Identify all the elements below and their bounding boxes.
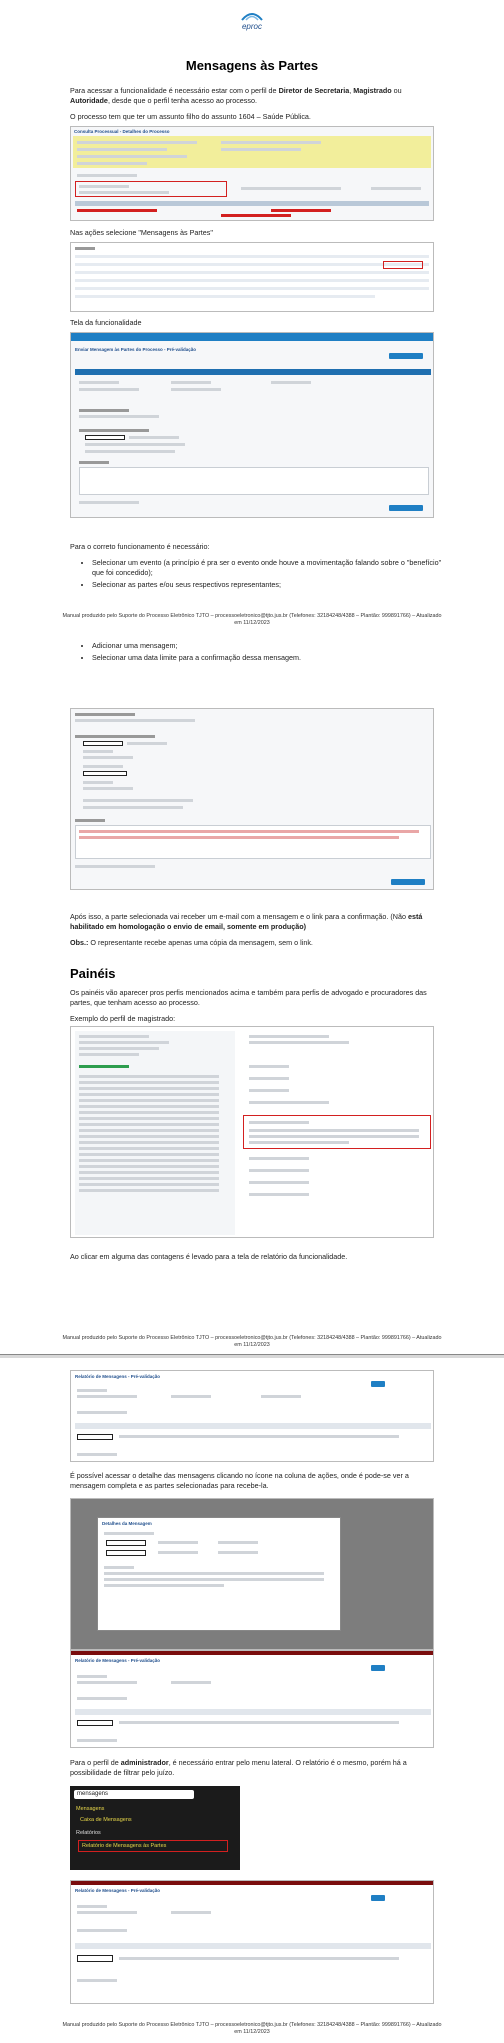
panels-example-text: Exemplo do perfil de magistrado: (70, 1014, 176, 1023)
menu-item-caixa[interactable]: Caixa de Mensagens (80, 1817, 132, 1823)
after-paragraph: Após isso, a parte selecionada vai receber um e-mail com a mensagem e o link para a confirmação. (Não está habilitado em homologação o envio de email, somente em produção) (70, 912, 423, 931)
requirements-lead: Para o correto funcionamento é necessário: (70, 542, 210, 551)
panels-title: Painéis (70, 966, 116, 981)
panels-click-text: Ao clicar em alguma das contagens é levado para a tela de relatório da funcionalidade. (70, 1252, 348, 1261)
screenshot-enviar-mensagem (70, 332, 434, 518)
admin-paragraph: Para o perfil de administrador, é necessário entrar pelo menu lateral. O relatório é o mesmo, porém há a possibilidade de filtrar pelo juízo. (70, 1758, 407, 1777)
page-title: Mensagens às Partes (185, 58, 319, 73)
intro-paragraph: Para acessar a funcionalidade é necessário estar com o perfil de Diretor de Secretaria, Magistrado ou Autoridade, desde que o perfil tenha acesso ao processo. (70, 86, 402, 105)
logo-text: eproc (241, 22, 262, 31)
intro-subject-paragraph: O processo tem que ter um assunto filho do assunto 1604 – Saúde Pública. (70, 112, 311, 121)
modal-title: Detalhes da Mensagem (102, 1521, 152, 1526)
list-item: • Adicionar uma mensagem; (92, 641, 442, 651)
list-item: • Selecionar uma data limite para a confirmação dessa mensagem. (92, 653, 442, 663)
page-footer: Manual produzido pelo Suporte do Processo Eletrônico TJTO – processoeletronico@tjto.jus.br (Telefones: 32184248/4388 – Plantão: 999891766) – Atualizado em 11/12/2023 (62, 1335, 442, 1348)
screenshot-detalhes-mensagem (70, 1498, 434, 1650)
screen-title: Relatório de Mensagens - Pré-validação (75, 1658, 161, 1663)
screen-title: Enviar Mensagem às Partes do Processo - Pré-validação (75, 347, 197, 352)
screen-title: Consulta Processual - Detalhes do Processo (74, 129, 170, 134)
menu-item-relatorios[interactable]: Relatórios (76, 1830, 101, 1836)
page-2 (0, 1358, 504, 2043)
list-item: • Selecionar um evento (a princípio é pra ser o evento onde houve a movimentação falando sobre o "benefício" que foi concedido); (92, 558, 442, 578)
screenshot-consulta-processual (70, 126, 434, 221)
obs-paragraph: Obs.: O representante recebe apenas uma cópia da mensagem, sem o link. (70, 938, 313, 947)
requirements-list (92, 558, 442, 592)
requirements-list-continued (92, 641, 442, 665)
list-item: • Selecionar as partes e/ou seus respectivos representantes; (92, 580, 442, 590)
screenshot-menu-lateral (70, 1786, 240, 1870)
screenshot-relatorio-admin (70, 1880, 434, 2004)
step-screen-text: Tela da funcionalidade (70, 318, 142, 327)
menu-item-mensagens[interactable]: Mensagens (76, 1806, 105, 1812)
screen-title: Relatório de Mensagens - Pré-validação (75, 1888, 161, 1893)
page-footer: Manual produzido pelo Suporte do Processo Eletrônico TJTO – processoeletronico@tjto.jus.br (Telefones: 32184248/4388 – Plantão: 999891766) – Atualizado em 11/12/2023 (62, 2022, 442, 2035)
menu-search-input[interactable]: mensagens (74, 1790, 194, 1799)
step-actions-text: Nas ações selecione "Mensagens às Partes" (70, 228, 213, 237)
detail-paragraph: É possível acessar o detalhe das mensagens clicando no ícone na coluna de ações, onde é pode-se ver a mensagem completa e as partes selecionadas para recebe-la. (70, 1471, 409, 1490)
screenshot-relatorio-2 (70, 1650, 434, 1748)
screenshot-paineis (70, 1026, 434, 1238)
eproc-logo-icon (232, 6, 272, 36)
screen-title: Relatório de Mensagens - Pré-validação (75, 1374, 161, 1379)
menu-item-relatorio-mensagens[interactable]: Relatório de Mensagens às Partes (78, 1840, 228, 1852)
page-footer: Manual produzido pelo Suporte do Processo Eletrônico TJTO – processoeletronico@tjto.jus.br (Telefones: 32184248/4388 – Plantão: 999891766) – Atualizado em 11/12/2023 (62, 613, 442, 626)
panels-paragraph: Os painéis vão aparecer pros perfis mencionados acima e também para perfis de advogado e procuradores das partes, que tenham acesso ao processo. (70, 988, 427, 1007)
screenshot-acoes (70, 242, 434, 312)
screenshot-selecionar-partes (70, 708, 434, 890)
screenshot-relatorio (70, 1370, 434, 1462)
